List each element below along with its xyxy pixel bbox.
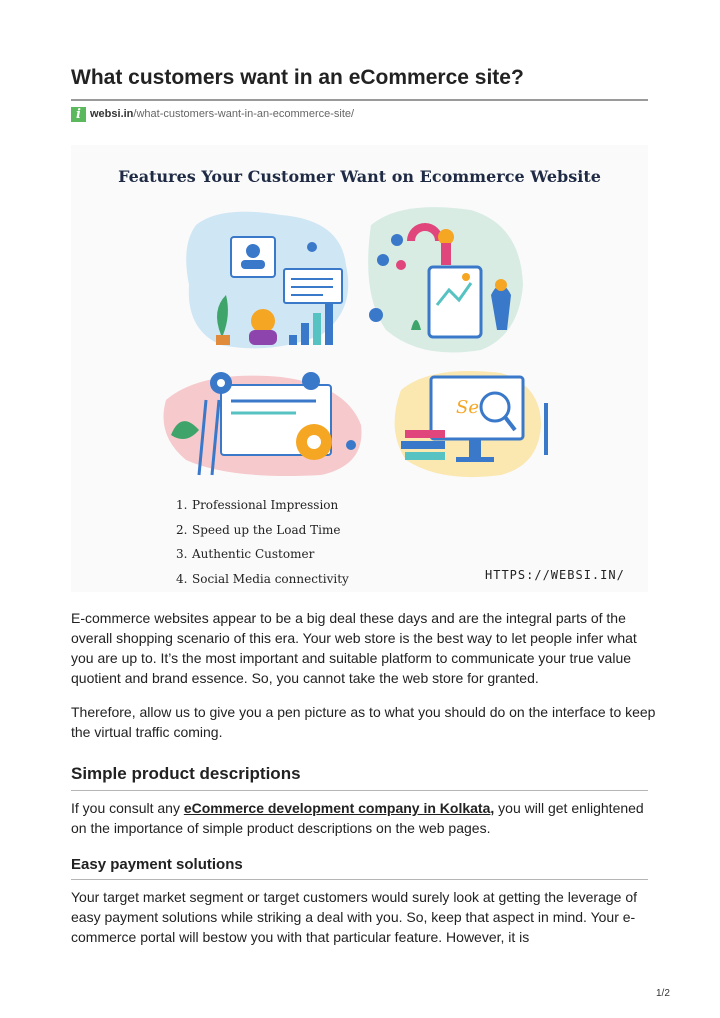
list-item: 2. Speed up the Load Time (176, 522, 341, 537)
list-item: 1. Professional Impression (176, 498, 339, 512)
source-link[interactable] (71, 106, 354, 122)
list-item: 4. Social Media connectivity (176, 571, 349, 586)
hero-illustration (71, 145, 648, 485)
intro-paragraph: E-commerce websites appear to be a big deal these days and are the integral parts of the overall shopping scenario of this era. Your web store is the best way to let people infer what you are up to. It’s the most important and suitable platform to communicate your true value quotient and brand essence. So, you cannot take the web store for granted. (71, 610, 637, 686)
section-heading-payments: Easy payment solutions (71, 856, 243, 873)
section-divider (71, 790, 648, 791)
title-divider (71, 99, 648, 101)
source-domain: websi.in (90, 108, 134, 120)
section-divider (71, 879, 648, 880)
hero-title: Features Your Customer Want on Ecommerce Website (118, 167, 601, 186)
hero-image (71, 145, 648, 592)
section-heading-descriptions: Simple product descriptions (71, 764, 301, 783)
source-path: /what-customers-want-in-an-ecommerce-site/ (133, 108, 355, 120)
feature-list (176, 498, 349, 596)
social-profile-illustration (186, 212, 348, 349)
ecommerce-company-link[interactable]: eCommerce development company in Kolkata (183, 800, 491, 816)
traffic-paragraph: Therefore, allow us to give you a pen picture as to what you should do on the interface to keep the virtual traffic coming. (71, 704, 656, 740)
seo-text: Se (456, 397, 479, 418)
descriptions-paragraph: If you consult any eCommerce development company in Kolkata, you will get enlightened on the importance of simple product descriptions on the web pages. (71, 800, 644, 836)
page-number: 1/2 (656, 988, 670, 999)
speed-gears-illustration (164, 372, 362, 476)
hero-url: HTTPS://WEBSI.IN/ (485, 568, 625, 582)
page-title: What customers want in an eCommerce site? (71, 66, 524, 89)
marketing-illustration (368, 207, 523, 352)
info-icon: i (71, 107, 86, 122)
payments-paragraph: Your target market segment or target customers would surely look at getting the leverage of easy payment solutions while striking a deal with you. So, keep that aspect in mind. Your e-commerce portal will bestow you with that particular feature. However, it is (71, 889, 638, 945)
seo-illustration (395, 371, 546, 477)
list-item: 3. Authentic Customer (176, 547, 315, 561)
